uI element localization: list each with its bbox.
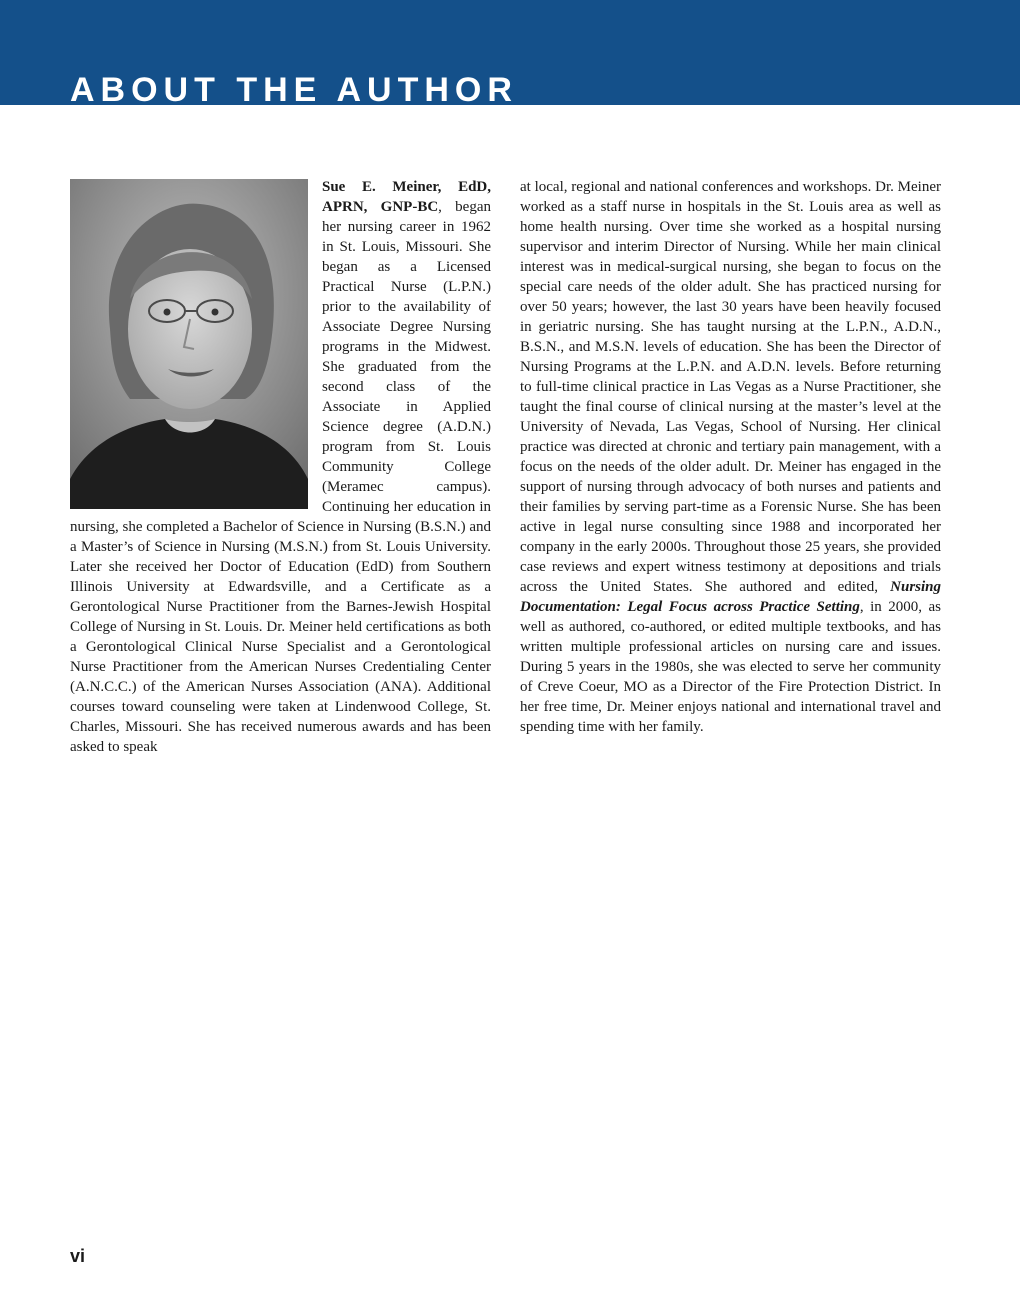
bio-text-right-after: , in 2000, as well as authored, co-authored, or edited multiple textbooks, and has written multiple professional articles on nursing care and issues. During 5 years in the 1980s, she was elected to serve her community of Creve Coeur, MO as a Director of the Fire Protection District. In her free time, Dr. Meiner enjoys national and international travel and spending time with her family. [520,599,941,735]
author-name: Sue E. Meiner, EdD, APRN, GNP-BC [322,179,491,215]
bio-text-left: , began her nursing career in 1962 in St. Louis, Missouri. She began as a Licensed Practical Nurse (L.P.N.) prior to the availability of Associate Degree Nursing programs in the Midwest. She graduated from the second class of the Associate in Applied Science degree (A.D.N.) program from St. Louis Community College (Meramec campus). Continuing her education in nursing, she completed a Bachelor of Science in Nursing (B.S.N.) and a Master’s of Science in Nursing (M.S.N.) from St. Louis University. Later she received her Doctor of Education (EdD) from Southern Illinois University at Edwardsville, and a Certificate as a Gerontological Nurse Practitioner from the Barnes-Jewish Hospital College of Nursing in St. Louis. Dr. Meiner held certifications as both a Gerontological Clinical Nurse Specialist and a Gerontological Nurse Practitioner from the American Nurses Credentialing Center (A.N.C.C.) of the American Nurses Association (ANA). Additional courses toward counseling were taken at Lindenwood College, St. Charles, Missouri. She has received numerous awards and has been asked to speak [70,199,491,755]
author-bio-right [520,177,941,737]
header-banner [0,0,1020,109]
right-column [520,177,941,737]
book-title: Nursing Documentation: Legal Focus across Practice Setting [520,579,941,615]
left-column [70,177,491,757]
page-number: vi [70,1246,86,1266]
author-photo [70,179,308,509]
bio-text-right-before: at local, regional and national conferences and workshops. Dr. Meiner worked as a staff nurse in hospitals in the St. Louis area as well as home health nursing. Over time she worked as a hospital nursing supervisor and interim Director of Nursing. While her main clinical interest was in medical-surgical nursing, she began to focus on the special care needs of the older adult. She has practiced nursing for over 50 years; however, the last 30 years have been heavily focused in geriatric nursing. She has taught nursing at the L.P.N., A.D.N., B.S.N., and M.S.N. levels of education. She has been the Director of Nursing Programs at the L.P.N. and A.D.N. levels. Before returning to full-time clinical practice in Las Vegas as a Nurse Practitioner, she taught the final course of clinical nursing at the master’s level at the University of Nevada, Las Vegas, School of Nursing. Her clinical practice was directed at chronic and tertiary pain management, with a focus on the needs of the older adult. Dr. Meiner has engaged in the support of nursing through advocacy of both nurses and patients and their families by serving part-time as a Forensic Nurse. She has been active in legal nurse consulting since 1988 and incorporated her company in the early 2000s. Throughout those 25 years, she provided case reviews and expert witness testimony at depositions and trials across the United States. She authored and edited, [520,179,941,595]
author-portrait-icon [70,179,308,509]
page-title: ABOUT THE AUTHOR [70,71,518,109]
